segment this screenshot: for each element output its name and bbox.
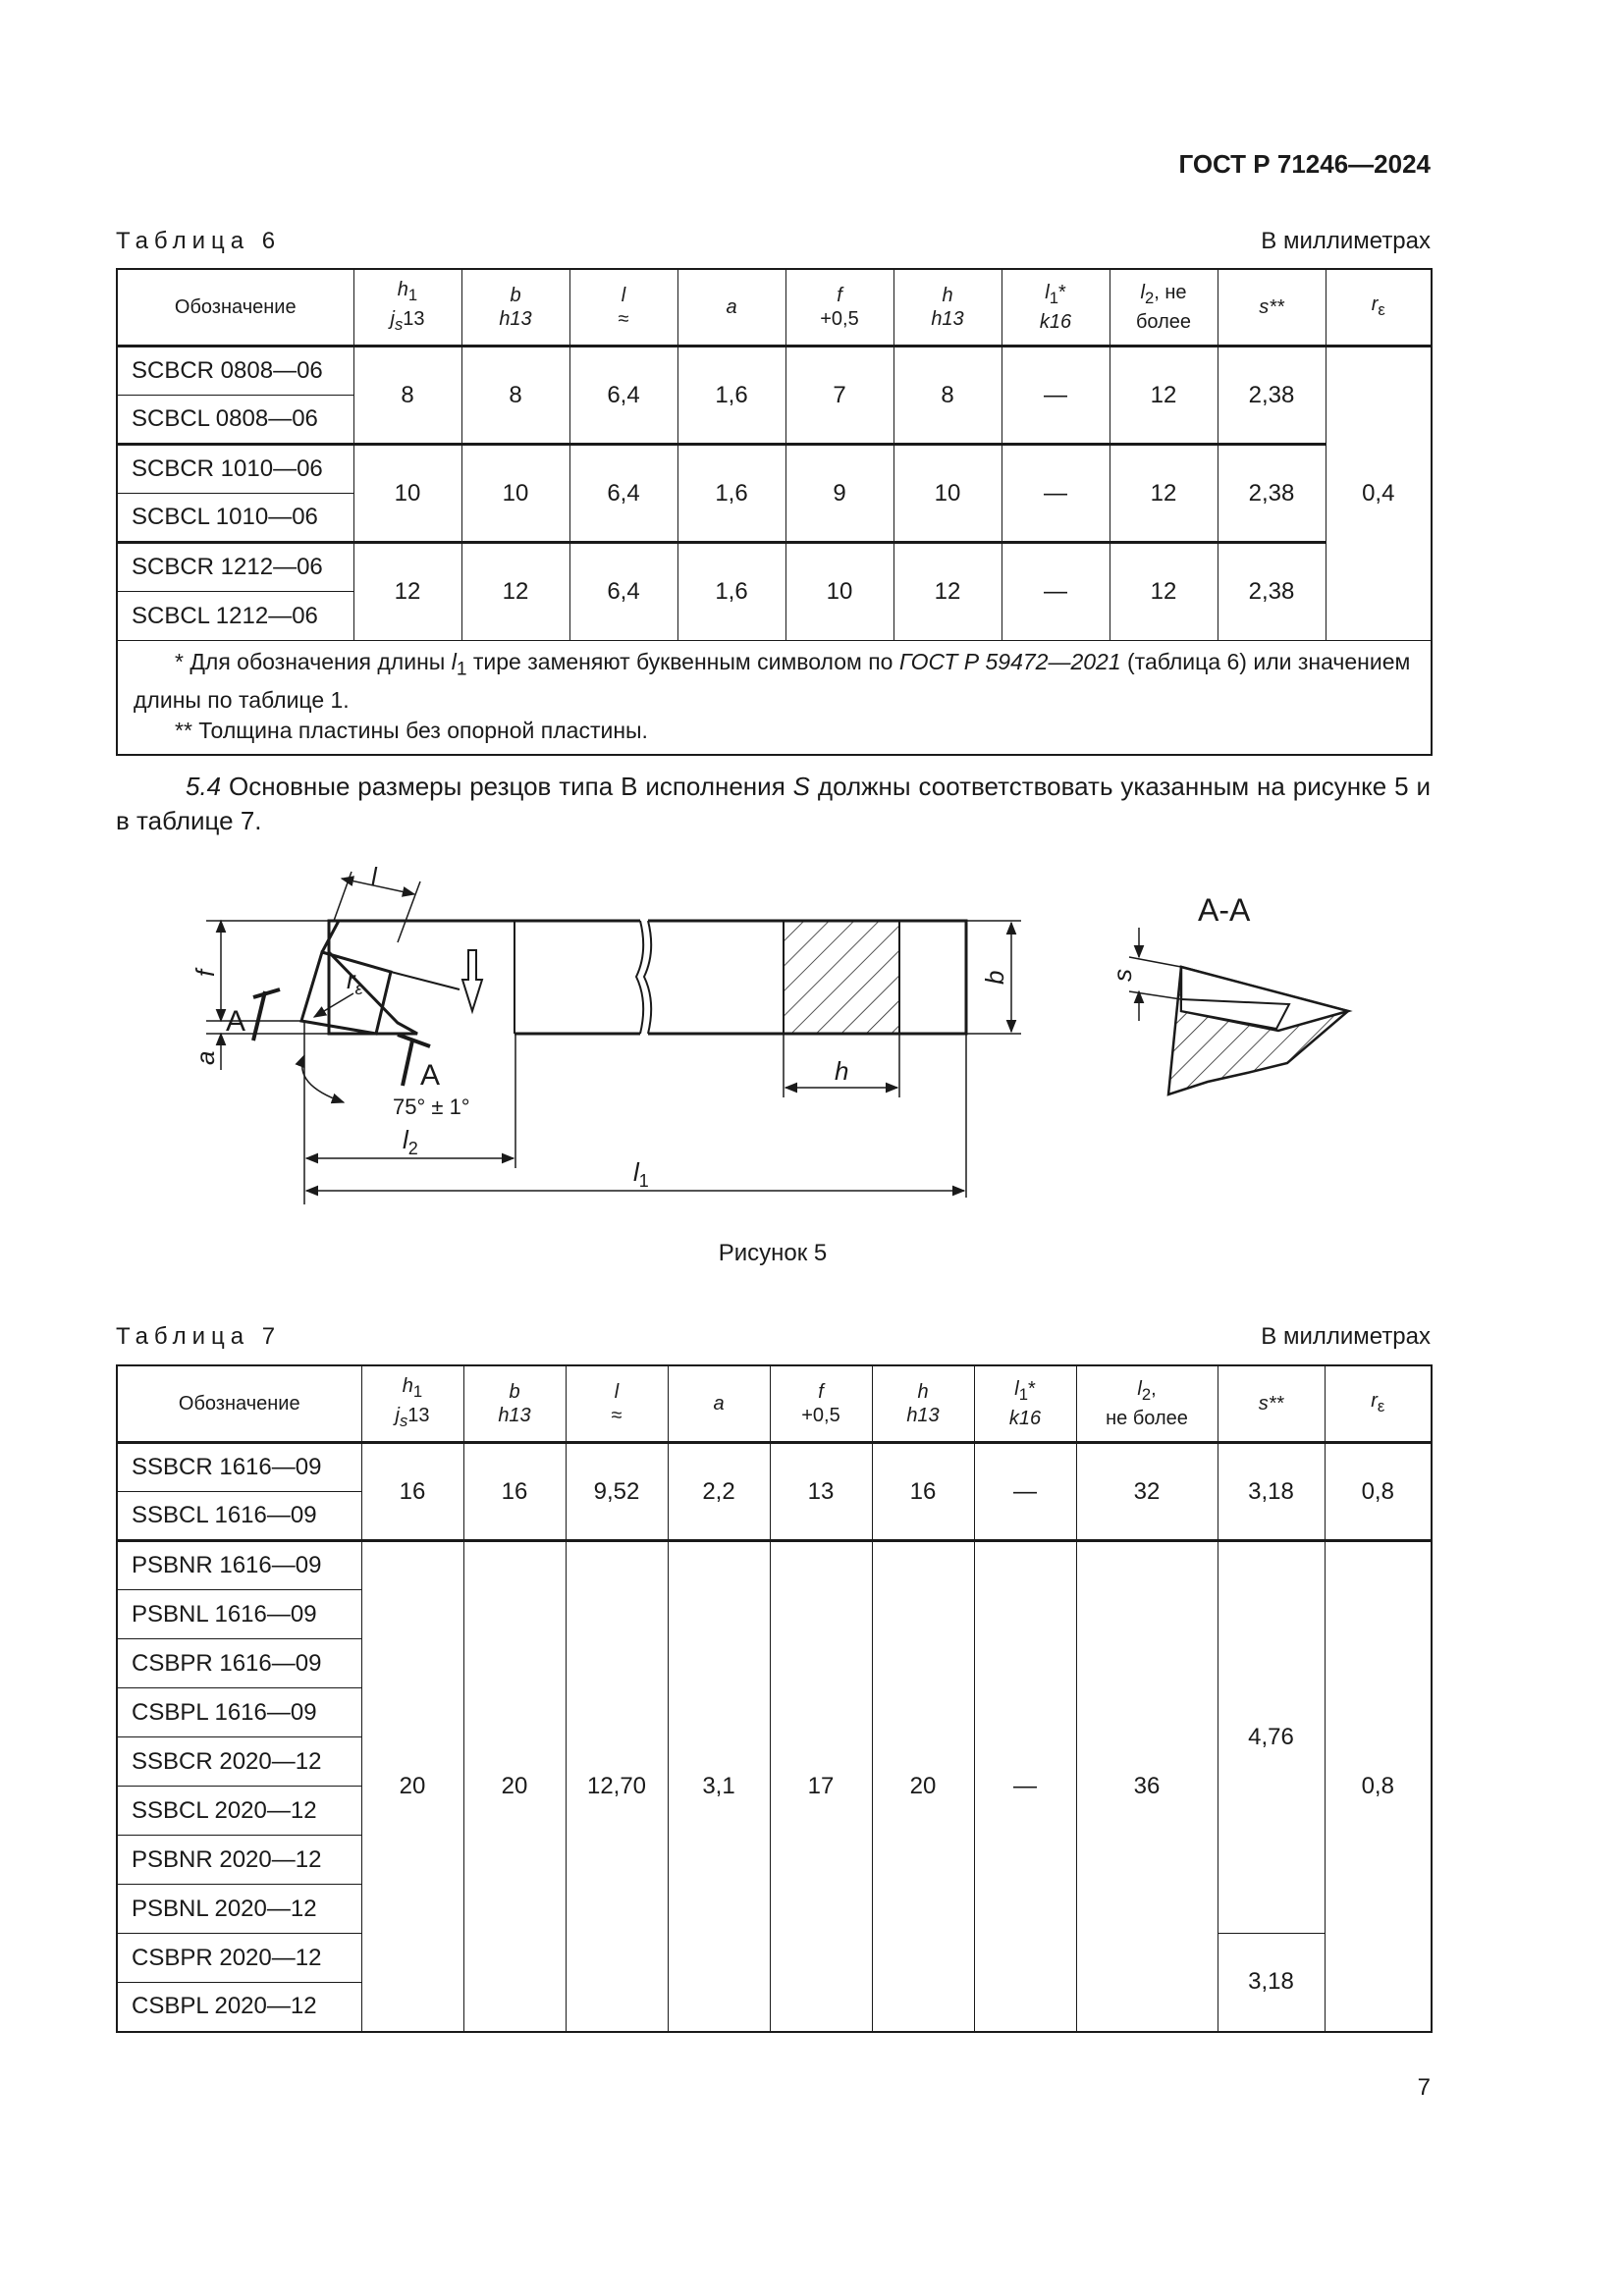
table-row xyxy=(117,543,1432,592)
table-row xyxy=(117,347,1432,396)
designation-cell: SSBCL 2020—12 xyxy=(117,1787,361,1836)
value-cell: 10 xyxy=(893,445,1001,543)
designation-cell: SSBCR 2020—12 xyxy=(117,1737,361,1787)
r-value-cell: 0,4 xyxy=(1326,347,1432,641)
value-cell: 12 xyxy=(1110,347,1218,445)
designation-cell: CSBPL 1616—09 xyxy=(117,1688,361,1737)
value-cell: 36 xyxy=(1076,1541,1218,2032)
designation-cell: CSBPR 2020—12 xyxy=(117,1934,361,1983)
table7-col-h1: $h_1$ $j_s13$ xyxy=(361,1365,463,1443)
label-a: a xyxy=(190,1050,220,1065)
table6-col-h: h h13 xyxy=(893,269,1001,347)
paragraph-5-4: 5.4 Основные размеры резцов типа В исполнения S должны соответствовать указанным на рисунке 5 и в таблице 7. xyxy=(116,772,1431,835)
table7-col-l: l ≈ xyxy=(566,1365,668,1443)
value-cell: 2,38 xyxy=(1218,543,1326,641)
table6-col-l1: $l_1*$ k16 xyxy=(1001,269,1110,347)
value-cell: 2,38 xyxy=(1218,445,1326,543)
label-h: h xyxy=(835,1056,849,1086)
table7-col-l2: $l_2$, не более xyxy=(1076,1365,1218,1443)
value-cell: 7 xyxy=(785,347,893,445)
value-cell: 12 xyxy=(353,543,461,641)
designation-cell: SCBCL 1212—06 xyxy=(117,592,353,641)
value-cell: 3,18 xyxy=(1218,1934,1325,2032)
hatched-section xyxy=(784,921,899,1034)
value-cell: 12 xyxy=(893,543,1001,641)
label-f: f xyxy=(190,969,220,977)
table6-col-b: b h13 xyxy=(461,269,569,347)
value-cell: — xyxy=(1001,445,1110,543)
table6-col-a: a xyxy=(677,269,785,347)
designation-cell: SCBCR 1212—06 xyxy=(117,543,353,592)
value-cell: 20 xyxy=(361,1541,463,2032)
value-cell: 16 xyxy=(872,1443,974,1541)
label-s: s xyxy=(1108,969,1137,982)
value-cell: 3,1 xyxy=(668,1541,770,2032)
value-cell: 9,52 xyxy=(566,1443,668,1541)
designation-cell: PSBNR 2020—12 xyxy=(117,1836,361,1885)
value-cell: 16 xyxy=(361,1443,463,1541)
value-cell: 10 xyxy=(353,445,461,543)
designation-cell: PSBNL 1616—09 xyxy=(117,1590,361,1639)
value-cell: 6,4 xyxy=(569,347,677,445)
table7-col-s: s** xyxy=(1218,1365,1325,1443)
designation-cell: PSBNR 1616—09 xyxy=(117,1541,361,1590)
table6-col-f: f +0,5 xyxy=(785,269,893,347)
figure-5-drawing xyxy=(187,854,1384,1207)
designation-cell: SCBCR 0808—06 xyxy=(117,347,353,396)
label-l2: $l_2$ xyxy=(403,1125,418,1158)
value-cell: — xyxy=(974,1443,1076,1541)
designation-cell: SCBCL 0808—06 xyxy=(117,396,353,445)
table6-col-designation: Обозначение xyxy=(117,269,353,347)
value-cell: 10 xyxy=(461,445,569,543)
label-angle: 75° ± 1° xyxy=(393,1095,470,1119)
table-row xyxy=(117,445,1432,494)
figure-caption: Рисунок 5 xyxy=(718,1240,828,1266)
value-cell: 1,6 xyxy=(677,543,785,641)
table6-unit: В миллиметрах xyxy=(1261,228,1431,254)
value-cell: — xyxy=(1001,347,1110,445)
value-cell: 10 xyxy=(785,543,893,641)
designation-cell: PSBNL 2020—12 xyxy=(117,1885,361,1934)
designation-cell: SSBCR 1616—09 xyxy=(117,1443,361,1492)
table6-col-l2: $l_2$, не более xyxy=(1110,269,1218,347)
table6-col-r: $r_\varepsilon$ xyxy=(1326,269,1432,347)
table6-col-h1: $h_1$ $j_s13$ xyxy=(353,269,461,347)
table6-col-s: s** xyxy=(1218,269,1326,347)
page-number: 7 xyxy=(1417,2074,1431,2101)
value-cell: 6,4 xyxy=(569,445,677,543)
footnote-cell xyxy=(117,641,1432,755)
designation-cell: CSBPR 1616—09 xyxy=(117,1639,361,1688)
value-cell: 32 xyxy=(1076,1443,1218,1541)
table-row xyxy=(117,1541,1432,1590)
value-cell: 9 xyxy=(785,445,893,543)
value-cell: 4,76 xyxy=(1218,1541,1325,1934)
value-cell: 12 xyxy=(461,543,569,641)
table6 xyxy=(116,268,1433,756)
table7-col-h: h h13 xyxy=(872,1365,974,1443)
table7-col-l1: $l_1*$ k16 xyxy=(974,1365,1076,1443)
table7-col-designation: Обозначение xyxy=(117,1365,361,1443)
value-cell: 6,4 xyxy=(569,543,677,641)
value-cell: 2,38 xyxy=(1218,347,1326,445)
table7-col-r: $r_\varepsilon$ xyxy=(1325,1365,1432,1443)
section-mark-a-right: A xyxy=(420,1059,441,1092)
label-b: b xyxy=(980,970,1009,985)
value-cell: 12,70 xyxy=(566,1541,668,2032)
value-cell: 12 xyxy=(1110,445,1218,543)
value-cell: 16 xyxy=(463,1443,566,1541)
value-cell: 0,8 xyxy=(1325,1541,1432,2032)
table7-caption: Таблица 7 xyxy=(116,1323,282,1350)
value-cell: 2,2 xyxy=(668,1443,770,1541)
table7-col-b: b h13 xyxy=(463,1365,566,1443)
designation-cell: SSBCL 1616—09 xyxy=(117,1492,361,1541)
table7-col-f: f +0,5 xyxy=(770,1365,872,1443)
footnote-1: * Для обозначения длины $l_1$ тире заменяют буквенным символом по ГОСТ Р 59472—2021 (таблица 6) или значением длины по таблице 1. xyxy=(134,649,1411,713)
designation-cell: SCBCR 1010—06 xyxy=(117,445,353,494)
value-cell: 0,8 xyxy=(1325,1443,1432,1541)
table7 xyxy=(116,1364,1433,2033)
table-row xyxy=(117,1443,1432,1492)
designation-cell: CSBPL 2020—12 xyxy=(117,1983,361,2032)
table7-unit: В миллиметрах xyxy=(1261,1323,1431,1350)
shank-outline xyxy=(329,921,640,1034)
value-cell: — xyxy=(1001,543,1110,641)
section-mark-a-left: A xyxy=(226,1005,246,1038)
table6-caption: Таблица 6 xyxy=(116,228,282,254)
footnote-2: ** Толщина пластины без опорной пластины. xyxy=(175,717,648,743)
table6-footnotes xyxy=(117,641,1432,755)
table6-col-l: l ≈ xyxy=(569,269,677,347)
label-l1: $l_1$ xyxy=(633,1157,649,1191)
table6-header-row xyxy=(117,269,1432,347)
value-cell: 12 xyxy=(1110,543,1218,641)
value-cell: 20 xyxy=(872,1541,974,2032)
value-cell: 13 xyxy=(770,1443,872,1541)
value-cell: 8 xyxy=(893,347,1001,445)
document-id: ГОСТ Р 71246—2024 xyxy=(1178,149,1431,179)
value-cell: 17 xyxy=(770,1541,872,2032)
section-a-a xyxy=(1129,928,1348,1095)
designation-cell: SCBCL 1010—06 xyxy=(117,494,353,543)
value-cell: — xyxy=(974,1541,1076,2032)
label-r-epsilon: $r_\varepsilon$ xyxy=(347,965,363,998)
label-l: l xyxy=(371,862,377,891)
value-cell: 20 xyxy=(463,1541,566,2032)
value-cell: 1,6 xyxy=(677,347,785,445)
value-cell: 8 xyxy=(353,347,461,445)
table7-col-a: a xyxy=(668,1365,770,1443)
value-cell: 8 xyxy=(461,347,569,445)
value-cell: 1,6 xyxy=(677,445,785,543)
value-cell: 3,18 xyxy=(1218,1443,1325,1541)
section-title: А-А xyxy=(1198,892,1251,928)
table7-header-row xyxy=(117,1365,1432,1443)
